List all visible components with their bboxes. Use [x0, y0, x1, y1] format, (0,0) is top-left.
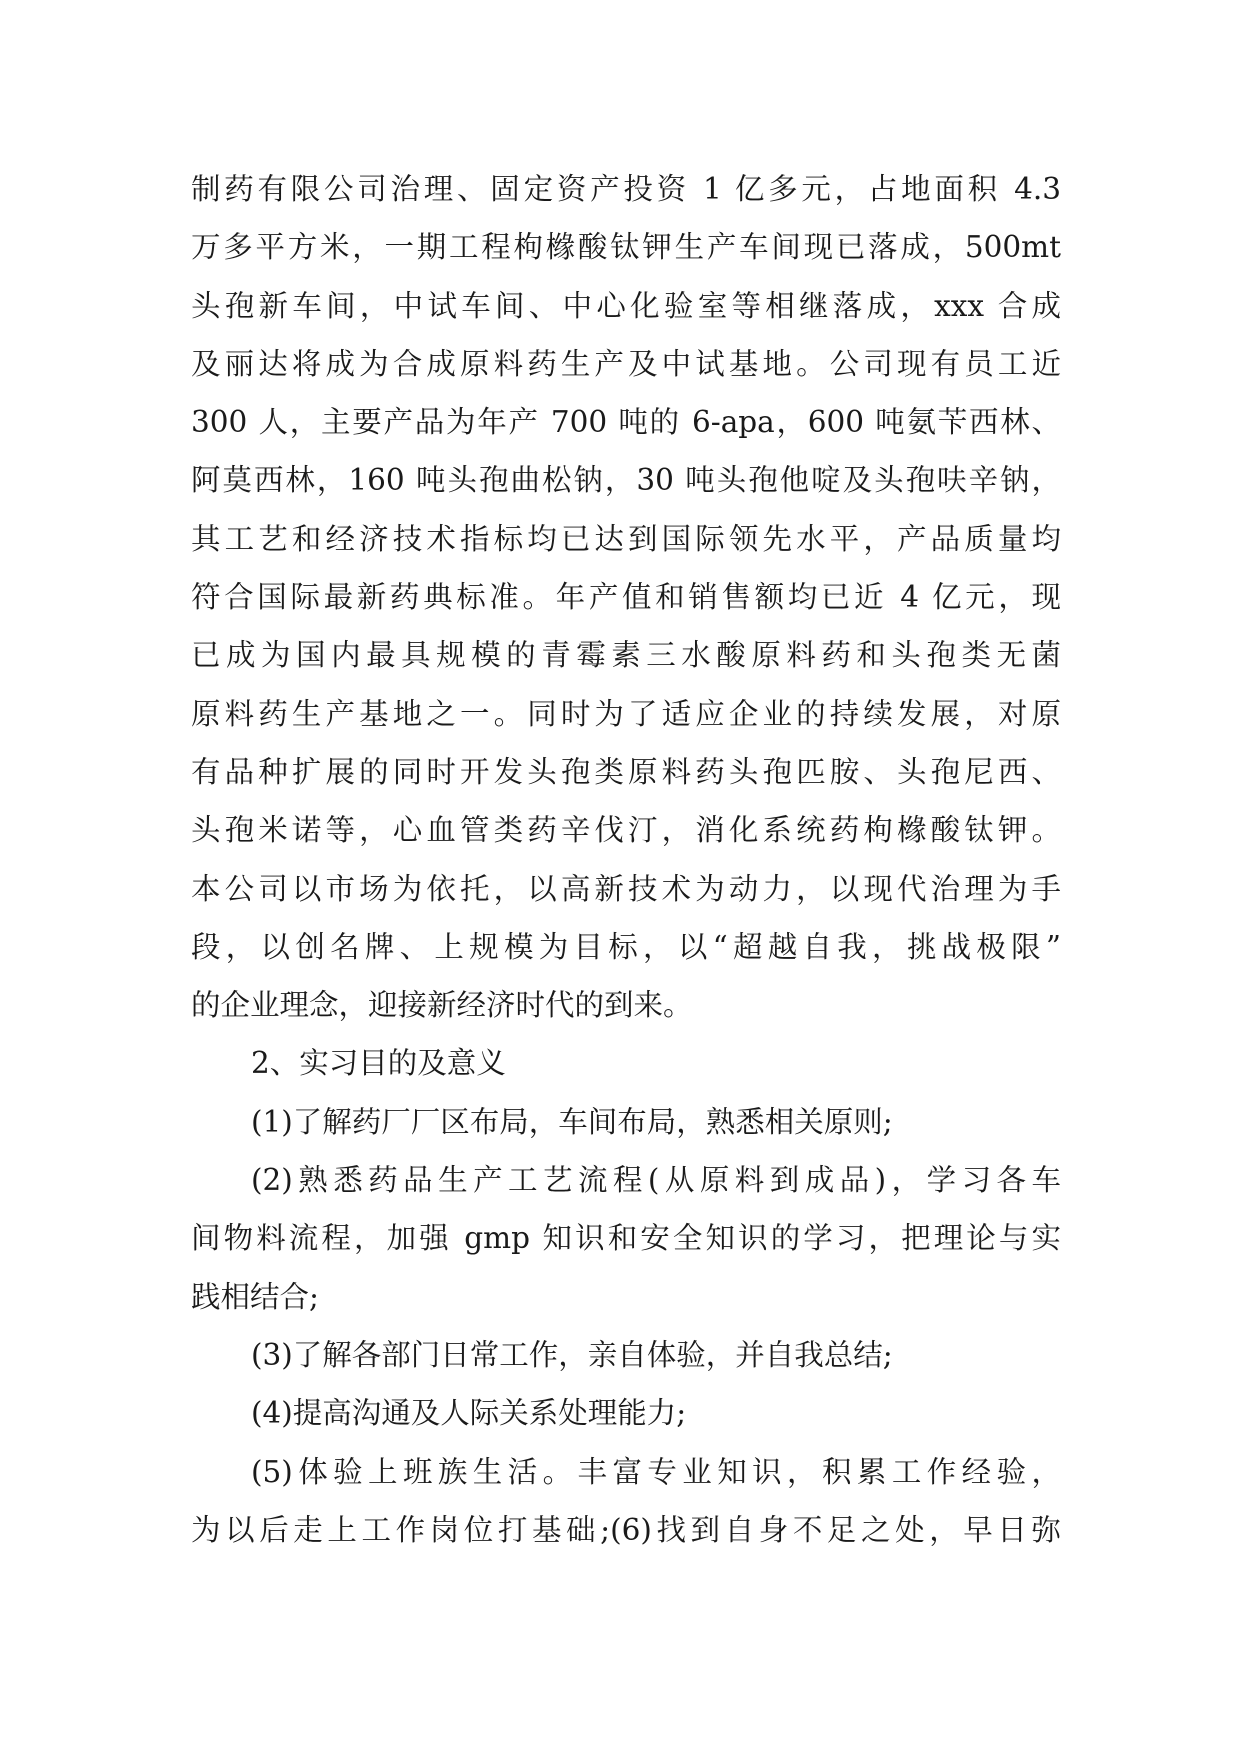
list-item: (4)提高沟通及人际关系处理能力; [251, 1396, 687, 1431]
text-line: 本公司以市场为依托，以高新技术为动力，以现代治理为手 [191, 871, 1061, 906]
text-line: 符合国际最新药典标准。年产值和销售额均已近 4 亿元，现 [191, 580, 1061, 615]
text-line: 其工艺和经济技术指标均已达到国际领先水平，产品质量均 [191, 521, 1061, 556]
list-item: (3)了解各部门日常工作，亲自体验，并自我总结; [251, 1337, 893, 1372]
text-line: 阿莫西林，160 吨头孢曲松钠，30 吨头孢他啶及头孢呋辛钠， [191, 463, 1061, 498]
text-line: 制药有限公司治理、固定资产投资 1 亿多元，占地面积 4.3 [191, 172, 1061, 206]
text-line: 头孢米诺等，心血管类药辛伐汀，消化系统药枸橼酸钛钾。 [191, 813, 1061, 848]
text-line: 300 人，主要产品为年产 700 吨的 6-apa，600 吨氨苄西林、 [191, 405, 1061, 440]
text-line: 及丽达将成为合成原料药生产及中试基地。公司现有员工近 [191, 346, 1061, 381]
text-line: 原料药生产基地之一。同时为了适应企业的持续发展，对原 [191, 696, 1061, 731]
text-line: 头孢新车间，中试车间、中心化验室等相继落成，xxx 合成 [191, 288, 1061, 323]
list-item-continuation: 间物料流程，加强 gmp 知识和安全知识的学习，把理论与实 [191, 1221, 1061, 1256]
body-text [191, 160, 1061, 1559]
text-line: 有品种扩展的同时开发头孢类原料药头孢匹胺、头孢尼西、 [191, 754, 1061, 789]
list-item-continuation: 为以后走上工作岗位打基础;(6)找到自身不足之处，早日弥 [191, 1512, 1061, 1547]
list-item-continuation: 践相结合; [191, 1279, 319, 1314]
list-item: (1)了解药厂厂区布局，车间布局，熟悉相关原则; [251, 1104, 893, 1139]
text-line: 已成为国内最具规模的青霉素三水酸原料药和头孢类无菌 [191, 638, 1061, 673]
text-line: 的企业理念，迎接新经济时代的到来。 [191, 988, 693, 1023]
section-heading: 2、实习目的及意义 [251, 1046, 506, 1081]
text-line: 万多平方米，一期工程枸橼酸钛钾生产车间现已落成，500mt [191, 230, 1061, 265]
text-line: 段，以创名牌、上规模为目标，以“超越自我，挑战极限” [191, 929, 1061, 964]
list-item: (2)熟悉药品生产工艺流程(从原料到成品)，学习各车 [251, 1163, 1061, 1198]
list-item: (5)体验上班族生活。丰富专业知识，积累工作经验， [251, 1454, 1061, 1489]
